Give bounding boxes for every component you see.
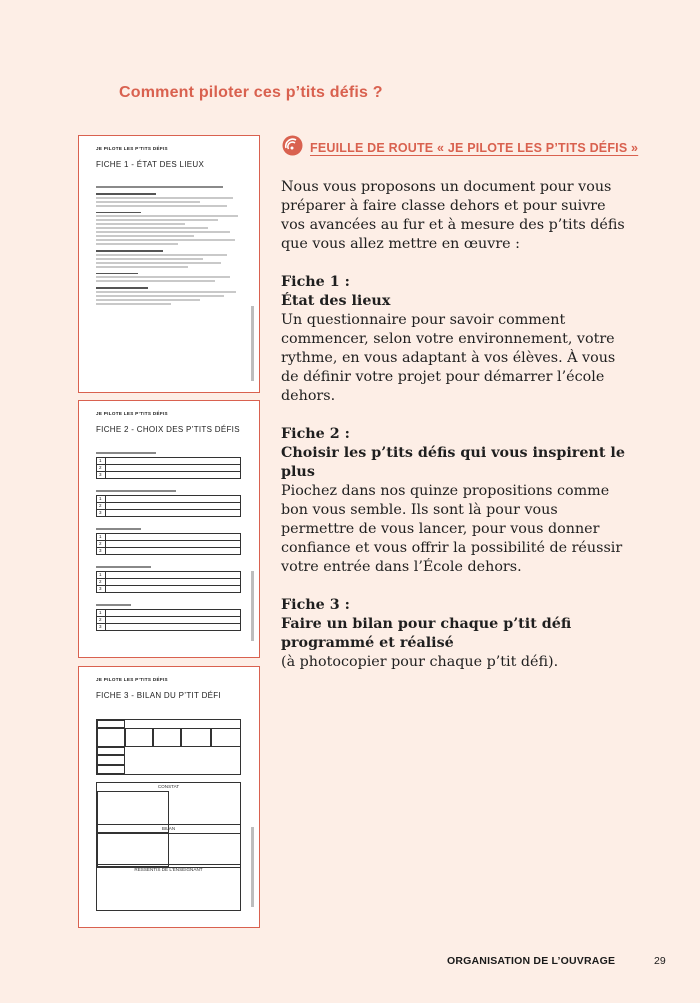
fiche-2-subtitle: Choisir les p’tits défis qui vous inspirent le plus xyxy=(281,445,625,480)
choice-block: 1 2 3 xyxy=(96,490,241,517)
card-title: FICHE 1 - ÉTAT DES LIEUX xyxy=(96,160,205,169)
fiche-3-thumbnail xyxy=(78,666,260,928)
choice-block: 1 2 3 xyxy=(96,528,241,555)
bilan-box xyxy=(96,824,241,868)
ressentis-label: RESSENTIS DE L’ENSEIGNANT xyxy=(134,867,203,872)
card-title: FICHE 2 - CHOIX DES P’TITS DÉFIS xyxy=(96,425,240,434)
card-header: JE PILOTE LES P’TITS DÉFIS xyxy=(96,146,168,151)
ressentis-box xyxy=(96,864,241,911)
vertical-credit xyxy=(251,827,254,907)
fiche-1-subtitle: État des lieux xyxy=(281,293,391,309)
fine-print xyxy=(96,186,245,307)
card-header: JE PILOTE LES P’TITS DÉFIS xyxy=(96,677,168,682)
vertical-credit xyxy=(251,306,254,381)
vertical-credit xyxy=(251,571,254,641)
fiche-3-subtitle: Faire un bilan pour chaque p’tit défi programmé et réalisé xyxy=(281,616,572,651)
choice-block: 1 2 3 xyxy=(96,452,241,479)
page-heading: Comment piloter ces p’tits défis ? xyxy=(119,84,383,101)
choice-block: 1 2 3 xyxy=(96,604,241,631)
fiche-3-text: (à photocopier pour chaque p’tit défi). xyxy=(281,654,559,670)
bilan-label: BILAN xyxy=(161,826,176,831)
feuille-de-route-title: FEUILLE DE ROUTE « JE PILOTE LES P’TITS DÉFIS » xyxy=(310,141,639,155)
info-grid xyxy=(96,719,241,775)
fiche-2-label: Fiche 2 : xyxy=(281,426,350,442)
footer-section-label: ORGANISATION DE L’OUVRAGE xyxy=(447,955,616,967)
fiche-2-text: Piochez dans nos quinze propositions comme bon vous semble. Ils sont là pour vous permettre de vous lancer, pour vous donner confiance et vous offrir la possibilité de réussir votre entrée dans l’École dehors. xyxy=(281,483,623,575)
fiche-3-label: Fiche 3 : xyxy=(281,597,350,613)
card-title: FICHE 3 - BILAN DU P’TIT DÉFI xyxy=(96,691,222,700)
intro-paragraph: Nous vous proposons un document pour vous préparer à faire classe dehors et pour suivre vos avancées au fur et à mesure des p’tits défis que vous allez mettre en œuvre : xyxy=(281,179,625,252)
fiche-1-text: Un questionnaire pour savoir comment commencer, selon votre environnement, votre rythme, en vous adaptant à vos élèves. À vous de définir votre projet pour démarrer l’école dehors. xyxy=(281,312,616,404)
fiche-1-label: Fiche 1 : xyxy=(281,274,350,290)
choice-block: 1 2 3 xyxy=(96,566,241,593)
route-sign-icon xyxy=(282,135,303,156)
feuille-body xyxy=(281,178,626,672)
fiche-1-thumbnail xyxy=(78,135,260,393)
constat-label: CONSTAT xyxy=(157,784,180,789)
card-header: JE PILOTE LES P’TITS DÉFIS xyxy=(96,411,168,416)
page-number: 29 xyxy=(654,955,666,967)
fiche-2-thumbnail xyxy=(78,400,260,658)
